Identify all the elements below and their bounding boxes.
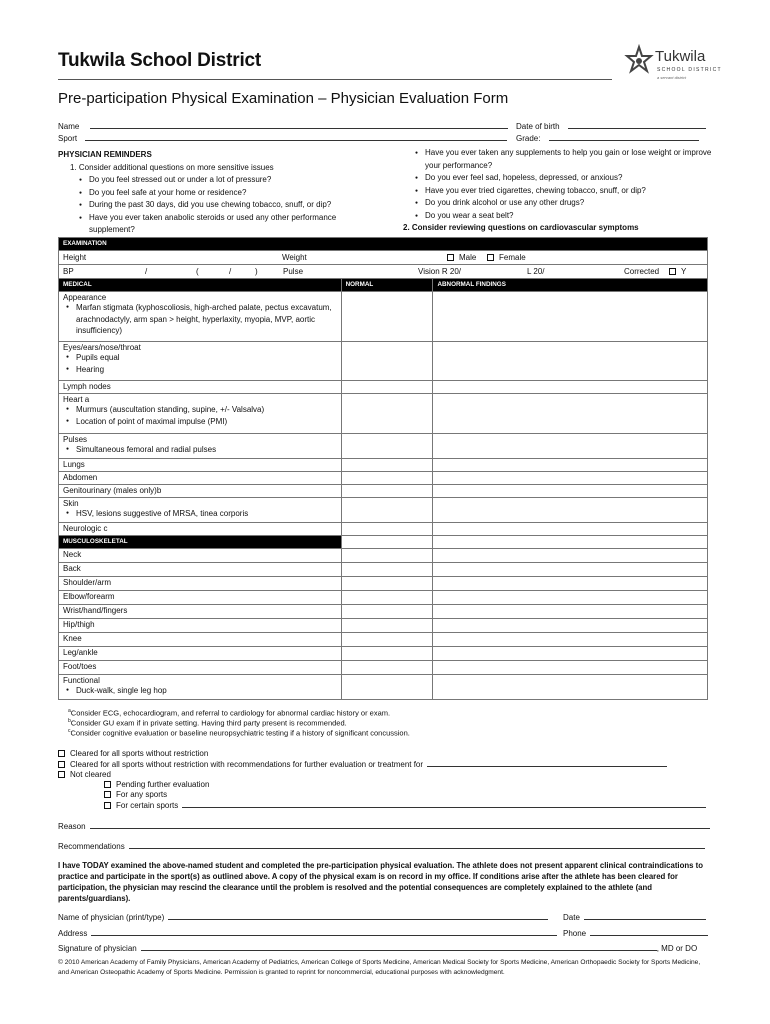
name-field-row	[58, 121, 508, 131]
sport-input[interactable]	[85, 133, 507, 141]
sport-field-row	[58, 133, 507, 143]
musculoskeletal-header: MUSCULOSKELETAL	[59, 536, 342, 549]
normal-cell[interactable]	[341, 549, 433, 563]
normal-cell[interactable]	[341, 661, 433, 675]
table-row	[59, 434, 708, 459]
list-item: ● Have you ever taken anabolic steroids or used any other performance supplement?	[76, 212, 351, 237]
abnormal-cell[interactable]	[433, 342, 708, 381]
abnormal-cell[interactable]	[433, 523, 708, 536]
reason-input[interactable]	[90, 821, 710, 829]
reminder-right-list	[412, 147, 712, 222]
list-item: ● Have you ever taken any supplements to help you gain or lose weight or improve your performance?	[412, 147, 712, 172]
footnote-b	[68, 718, 347, 728]
recommendations-label: Recommendations	[58, 842, 125, 851]
any-sports-label: For any sports	[116, 790, 168, 799]
skin-label: Skin	[63, 499, 79, 508]
normal-cell[interactable]	[341, 459, 433, 472]
list-item: ● Do you feel safe at your home or residence?	[76, 187, 358, 200]
corrected-checkbox[interactable]	[669, 267, 686, 276]
list-item: ● Do you drink alcohol or use any other drugs?	[412, 197, 712, 210]
reminder-item-1: 1. Consider additional questions on more sensitive issues	[70, 162, 274, 172]
dob-label: Date of birth	[516, 122, 560, 131]
male-label: Male	[459, 253, 477, 262]
lymph-label: Lymph nodes	[59, 381, 342, 394]
grade-label: Grade:	[516, 134, 541, 143]
signature-row	[58, 943, 697, 953]
form-title: Pre-participation Physical Examination – Physician Evaluation Form	[58, 90, 509, 107]
neurologic-label: Neurologic c	[59, 523, 342, 536]
reminder-item-2: 2. Consider reviewing questions on cardiovascular symptoms	[403, 223, 639, 232]
table-row	[59, 342, 708, 381]
recommendations-row	[58, 841, 705, 851]
appearance-label: Appearance	[63, 293, 107, 302]
md-do-label: , MD or DO	[656, 944, 698, 953]
grade-field-row	[516, 133, 699, 143]
list-item: ● Duck-walk, single leg hop	[63, 685, 337, 697]
list-item: ● During the past 30 days, did you use chewing tobacco, snuff, or dip?	[76, 199, 358, 212]
list-item: ● Murmurs (auscultation standing, supine, +/- Valsalva)	[63, 404, 337, 416]
footnote-b-text: Consider GU exam if in private setting. Having third party present is recommended.	[70, 718, 347, 728]
star-logo-icon	[622, 44, 656, 78]
corrected-label: Corrected	[624, 267, 660, 276]
normal-cell[interactable]	[341, 472, 433, 485]
abdomen-label: Abdomen	[59, 472, 342, 485]
reason-row	[58, 821, 710, 831]
address-input[interactable]	[91, 928, 557, 936]
footnote-a-mark: a	[68, 708, 71, 714]
phone-row	[563, 928, 708, 938]
abnormal-cell[interactable]	[433, 675, 708, 700]
vision-left-label: L 20/	[527, 267, 545, 276]
reminders-heading: PHYSICIAN REMINDERS	[58, 150, 152, 159]
pulse-label: Pulse	[283, 267, 304, 276]
exam-header: EXAMINATION	[59, 238, 708, 251]
lungs-label: Lungs	[59, 459, 342, 472]
normal-cell[interactable]	[341, 591, 433, 605]
table-row	[59, 549, 708, 563]
height-label: Height	[63, 253, 87, 262]
list-item: ● Do you wear a seat belt?	[412, 210, 712, 223]
pending-evaluation-option[interactable]	[104, 780, 209, 789]
bp-paren-close: )	[255, 267, 258, 276]
signature-label: Signature of physician	[58, 944, 137, 953]
normal-cell[interactable]	[341, 394, 433, 434]
foot-label: Foot/toes	[59, 661, 342, 675]
table-row	[59, 619, 708, 633]
reason-label: Reason	[58, 822, 86, 831]
normal-cell[interactable]	[341, 342, 433, 381]
checkbox[interactable]	[58, 750, 65, 757]
normal-cell[interactable]	[341, 633, 433, 647]
district-title: Tukwila School District	[58, 50, 262, 71]
abnormal-cell[interactable]	[433, 619, 708, 633]
certain-sports-input[interactable]	[182, 800, 706, 808]
logo-subtitle: SCHOOL DISTRICT	[657, 67, 722, 73]
bp-slash: /	[145, 267, 148, 276]
physician-name-input[interactable]	[168, 912, 548, 920]
table-row	[59, 485, 708, 498]
abnormal-cell[interactable]	[433, 485, 708, 498]
district-logo	[622, 42, 722, 82]
normal-cell[interactable]	[341, 619, 433, 633]
hip-label: Hip/thigh	[59, 619, 342, 633]
abnormal-cell[interactable]	[433, 394, 708, 434]
name-input[interactable]	[90, 121, 508, 129]
male-checkbox[interactable]	[447, 253, 476, 262]
abnormal-cell[interactable]	[433, 605, 708, 619]
checkbox[interactable]	[104, 791, 111, 798]
table-row	[59, 577, 708, 591]
normal-cell[interactable]	[341, 381, 433, 394]
pending-label: Pending further evaluation	[116, 780, 210, 789]
normal-cell[interactable]	[341, 577, 433, 591]
logo-tagline: a servant district	[657, 75, 687, 80]
table-row	[59, 498, 708, 523]
not-cleared-label: Not cleared	[70, 770, 111, 779]
list-item: ● Do you ever feel sad, hopeless, depressed, or anxious?	[412, 172, 712, 185]
phone-input[interactable]	[590, 928, 708, 936]
certain-sports-label: For certain sports	[116, 801, 179, 810]
table-row	[59, 675, 708, 700]
list-item: ● Marfan stigmata (kyphoscoliosis, high-arched palate, pectus excavatum, arachnodactyly, arm span > height, hyperlaxity, myopia, MVP, aortic insufficiency)	[63, 302, 337, 337]
exam-table	[58, 237, 708, 700]
abnormal-cell[interactable]	[433, 459, 708, 472]
corrected-y-label: Y	[681, 267, 687, 276]
abnormal-cell[interactable]	[433, 498, 708, 523]
abnormal-cell[interactable]	[433, 591, 708, 605]
list-item: ● Do you feel stressed out or under a lot of pressure?	[76, 174, 358, 187]
date-input[interactable]	[584, 912, 706, 920]
medical-col-header: MEDICAL	[59, 279, 342, 292]
normal-cell[interactable]	[341, 675, 433, 700]
cleared-recs-label: Cleared for all sports without restriction with recommendations for further evaluation or treatment for	[70, 760, 424, 769]
bp-slash-2: /	[229, 267, 232, 276]
footnote-c-mark: c	[68, 728, 71, 734]
abnormal-cell[interactable]	[433, 549, 708, 563]
recommendations-input[interactable]	[129, 841, 705, 849]
table-row	[59, 523, 708, 536]
normal-cell[interactable]	[341, 434, 433, 459]
functional-label: Functional	[63, 676, 100, 685]
normal-cell[interactable]	[341, 485, 433, 498]
abnormal-cell[interactable]	[433, 577, 708, 591]
table-row	[59, 591, 708, 605]
table-row	[59, 394, 708, 434]
footnote-a-text: Consider ECG, echocardiogram, and referral to cardiology for abnormal cardiac history or exam.	[70, 708, 391, 718]
abnormal-cell[interactable]	[433, 381, 708, 394]
list-item: ● Hearing	[63, 364, 337, 376]
date-row	[563, 912, 706, 922]
bp-label: BP	[63, 267, 74, 276]
footnote-c-text: Consider cognitive evaluation or baseline neuropsychiatric testing if a history of significant concussion.	[70, 728, 410, 738]
list-item: ● Pupils equal	[63, 352, 337, 364]
logo-name: Tukwila	[655, 48, 706, 65]
musculoskeletal-header-row	[59, 536, 708, 549]
signature-input[interactable]	[141, 943, 657, 951]
abnormal-cell[interactable]	[433, 661, 708, 675]
title-divider	[58, 79, 612, 80]
list-item: ● Have you ever tried cigarettes, chewing tobacco, snuff, or dip?	[412, 185, 712, 198]
bp-paren-open: (	[196, 267, 199, 276]
abnormal-cell[interactable]	[433, 633, 708, 647]
cleared-with-recommendations-option[interactable]	[58, 759, 667, 769]
abnormal-cell[interactable]	[433, 647, 708, 661]
checkbox[interactable]	[104, 781, 111, 788]
physician-name-label: Name of physician (print/type)	[58, 913, 165, 922]
abnormal-col-header: ABNORMAL FINDINGS	[433, 279, 708, 292]
list-item: ● Simultaneous femoral and radial pulses	[63, 444, 337, 456]
normal-col-header: NORMAL	[341, 279, 433, 292]
back-label: Back	[59, 563, 342, 577]
table-row	[59, 381, 708, 394]
abnormal-cell[interactable]	[433, 472, 708, 485]
list-item: ● HSV, lesions suggestive of MRSA, tinea corporis	[63, 508, 337, 520]
grade-input[interactable]	[549, 133, 699, 141]
dob-field-row	[516, 121, 706, 131]
footnote-c	[68, 728, 410, 738]
dob-input[interactable]	[568, 121, 706, 129]
treatment-for-input[interactable]	[427, 759, 667, 767]
reminders-right	[403, 147, 712, 235]
normal-cell[interactable]	[341, 498, 433, 523]
cleared-all-option[interactable]	[58, 749, 208, 758]
copyright-notice: © 2010 American Academy of Family Physicians, American Academy of Pediatrics, American College of Sports Medicine, American Medical Society for Sports Medicine, American Orthopaedic Society for Sports Medicine, and American Osteopathic Academy of Sports Medicine. Permission is granted to reprint for noncommercial, educational purposes with acknowledgment.	[58, 959, 701, 976]
table-row	[59, 661, 708, 675]
table-row	[59, 459, 708, 472]
certain-sports-option[interactable]	[104, 800, 706, 810]
genitourinary-label: Genitourinary (males only)b	[59, 485, 342, 498]
footnote-b-mark: b	[68, 718, 71, 724]
table-row	[59, 605, 708, 619]
normal-cell[interactable]	[341, 523, 433, 536]
name-label: Name	[58, 122, 80, 131]
normal-cell[interactable]	[341, 647, 433, 661]
physician-name-row	[58, 912, 548, 922]
leg-label: Leg/ankle	[59, 647, 342, 661]
normal-cell[interactable]	[341, 605, 433, 619]
table-row	[59, 647, 708, 661]
knee-label: Knee	[59, 633, 342, 647]
table-row	[59, 472, 708, 485]
bp-vision-row	[59, 265, 708, 279]
address-label: Address	[58, 929, 88, 938]
checkbox[interactable]	[58, 771, 65, 778]
table-row	[59, 563, 708, 577]
elbow-label: Elbow/forearm	[59, 591, 342, 605]
abnormal-cell[interactable]	[433, 434, 708, 459]
address-row	[58, 928, 557, 938]
checkbox[interactable]	[104, 802, 111, 809]
neck-label: Neck	[59, 549, 342, 563]
sport-label: Sport	[58, 134, 78, 143]
not-cleared-option[interactable]	[58, 770, 111, 779]
phone-label: Phone	[563, 929, 587, 938]
abnormal-cell[interactable]	[433, 292, 708, 342]
female-checkbox[interactable]	[487, 253, 526, 262]
table-row	[59, 292, 708, 342]
reminder-left-list	[58, 174, 358, 237]
checkbox[interactable]	[58, 761, 65, 768]
cleared-all-label: Cleared for all sports without restriction	[70, 749, 209, 758]
wrist-label: Wrist/hand/fingers	[59, 605, 342, 619]
vision-right-label: Vision R 20/	[418, 267, 461, 276]
normal-cell[interactable]	[341, 563, 433, 577]
female-label: Female	[499, 253, 526, 262]
height-weight-row	[59, 251, 708, 265]
footnote-a	[68, 708, 390, 718]
physician-statement: I have TODAY examined the above-named student and completed the pre-participation physical evaluation. The athlete does not present apparent clinical contraindications to practice and participate in the sport(s) as outlined above. A copy of the physical exam is on record in my office. If conditions arise after the athlete has been cleared for participation, the physician may rescind the clearance until the problem is resolved and the potential consequences are completely explained to the athlete (and parents/guardians).	[58, 861, 703, 903]
weight-label: Weight	[282, 253, 307, 262]
eyes-label: Eyes/ears/nose/throat	[63, 343, 141, 352]
normal-cell[interactable]	[341, 292, 433, 342]
reminders-left	[58, 149, 358, 237]
any-sports-option[interactable]	[104, 790, 167, 799]
heart-label: Heart a	[63, 395, 90, 404]
date-label: Date	[563, 913, 580, 922]
list-item: ● Location of point of maximal impulse (PMI)	[63, 416, 337, 428]
shoulder-label: Shoulder/arm	[59, 577, 342, 591]
table-row	[59, 633, 708, 647]
abnormal-cell[interactable]	[433, 563, 708, 577]
pulses-label: Pulses	[63, 435, 88, 444]
medical-header-row	[59, 279, 708, 292]
